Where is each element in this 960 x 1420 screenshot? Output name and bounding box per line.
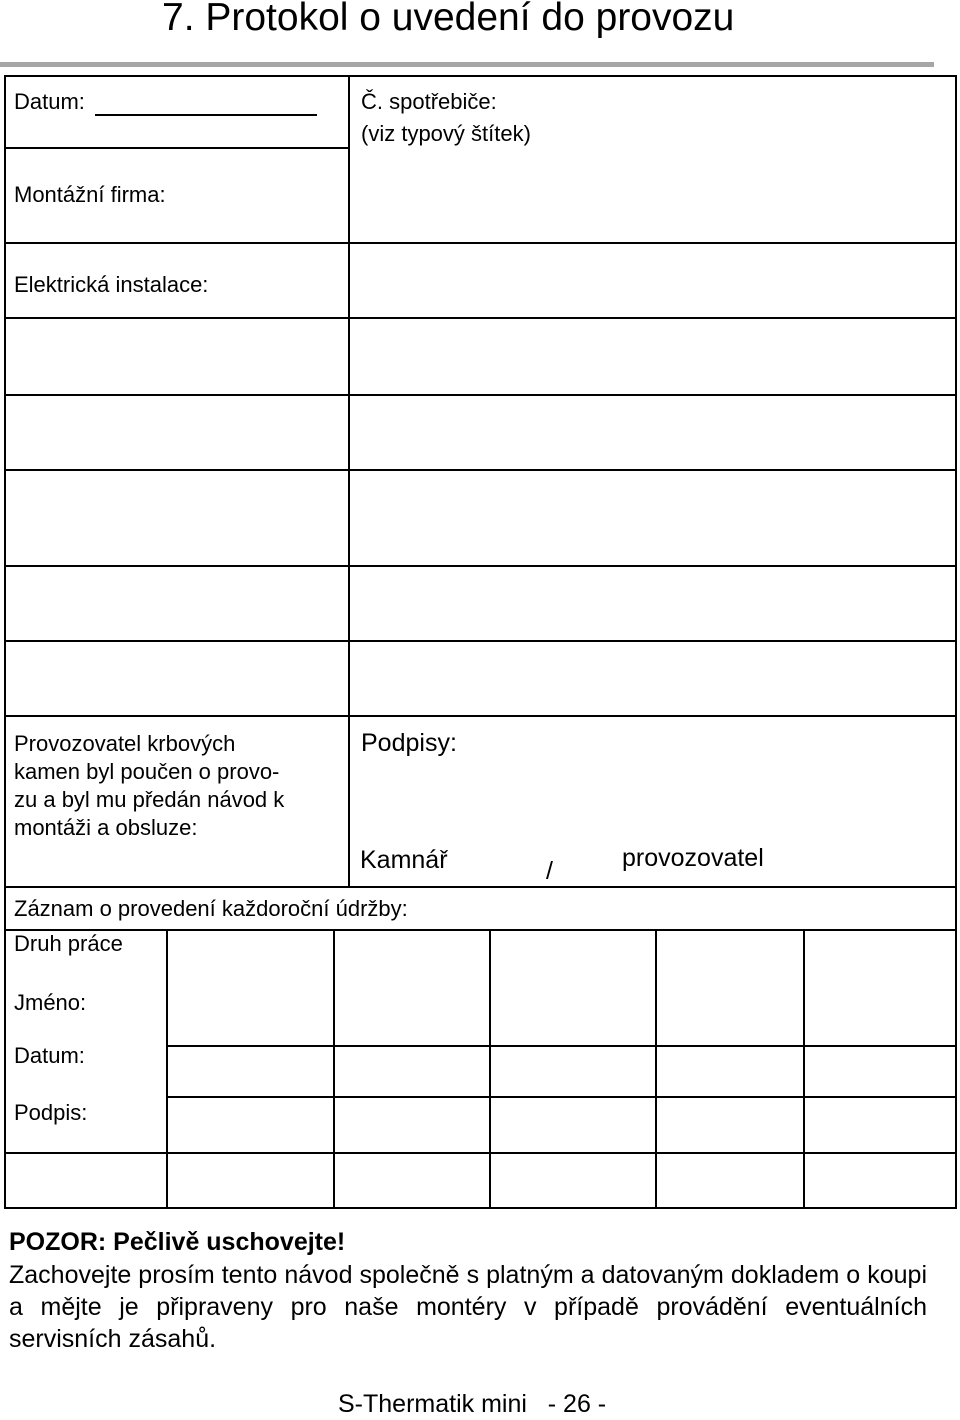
row-line bbox=[4, 929, 957, 931]
row-line bbox=[4, 242, 957, 244]
row-line bbox=[4, 886, 957, 888]
row-line bbox=[4, 75, 957, 77]
stove-fitter-signature-label: Kamnář bbox=[360, 846, 448, 874]
instruction-text-line: Provozovatel krbových bbox=[14, 731, 236, 756]
instruction-text-line: montáži a obsluze: bbox=[14, 815, 198, 840]
row-line bbox=[168, 1096, 957, 1098]
maintenance-row-label: Podpis: bbox=[14, 1100, 88, 1125]
row-line bbox=[168, 1045, 957, 1047]
maintenance-title: Záznam o provedení každoroční údržby: bbox=[14, 896, 408, 921]
footer-page-number: - 26 - bbox=[547, 1390, 607, 1418]
page-footer bbox=[338, 1388, 606, 1420]
title-divider bbox=[0, 62, 934, 67]
col-line bbox=[489, 929, 491, 1209]
col-line bbox=[955, 75, 957, 1209]
col-line bbox=[655, 929, 657, 1209]
electrical-installation-label: Elektrická instalace: bbox=[14, 272, 209, 297]
blank-field-left[interactable] bbox=[6, 471, 347, 564]
row-line bbox=[4, 1207, 957, 1209]
footer-product-name: S-Thermatik mini bbox=[338, 1390, 527, 1418]
blank-field-left[interactable] bbox=[6, 642, 347, 714]
col-line bbox=[348, 75, 350, 888]
notice-text: Zachovejte prosím tento návod společně s platným a datovaným dokladem o koupi a mějte je připraveny pro naše montéry v případě provádění eventuálních servisních zásahů. bbox=[9, 1261, 927, 1353]
instruction-text-line: zu a byl mu předán návod k bbox=[14, 787, 285, 812]
date-label: Datum: bbox=[14, 89, 85, 114]
appliance-number-label: Č. spotřebiče: bbox=[361, 89, 497, 114]
maintenance-row-label: Jméno: bbox=[14, 990, 87, 1015]
instruction-text-line: kamen byl poučen o provo- bbox=[14, 759, 280, 784]
col-line bbox=[803, 929, 805, 1209]
date-input-line[interactable] bbox=[95, 114, 317, 116]
operator-signature-label: provozovatel bbox=[622, 844, 764, 872]
blank-field-left[interactable] bbox=[6, 396, 347, 468]
blank-field-left[interactable] bbox=[6, 319, 347, 393]
maintenance-row-label: Datum: bbox=[14, 1043, 85, 1068]
notice-heading: POZOR: Pečlivě uschovejte! bbox=[9, 1228, 346, 1256]
signature-separator: / bbox=[546, 857, 553, 885]
maintenance-row-label: Druh práce bbox=[14, 931, 123, 956]
page-title: 7. Protokol o uvedení do provozu bbox=[162, 0, 735, 39]
blank-field-left[interactable] bbox=[6, 567, 347, 639]
signatures-label: Podpisy: bbox=[361, 729, 457, 757]
row-line bbox=[4, 147, 349, 149]
row-line bbox=[4, 715, 957, 717]
row-line bbox=[4, 1152, 957, 1154]
col-line bbox=[333, 929, 335, 1209]
installer-label: Montážní firma: bbox=[14, 182, 166, 207]
col-line bbox=[166, 929, 168, 1209]
appliance-number-hint: (viz typový štítek) bbox=[361, 121, 531, 146]
